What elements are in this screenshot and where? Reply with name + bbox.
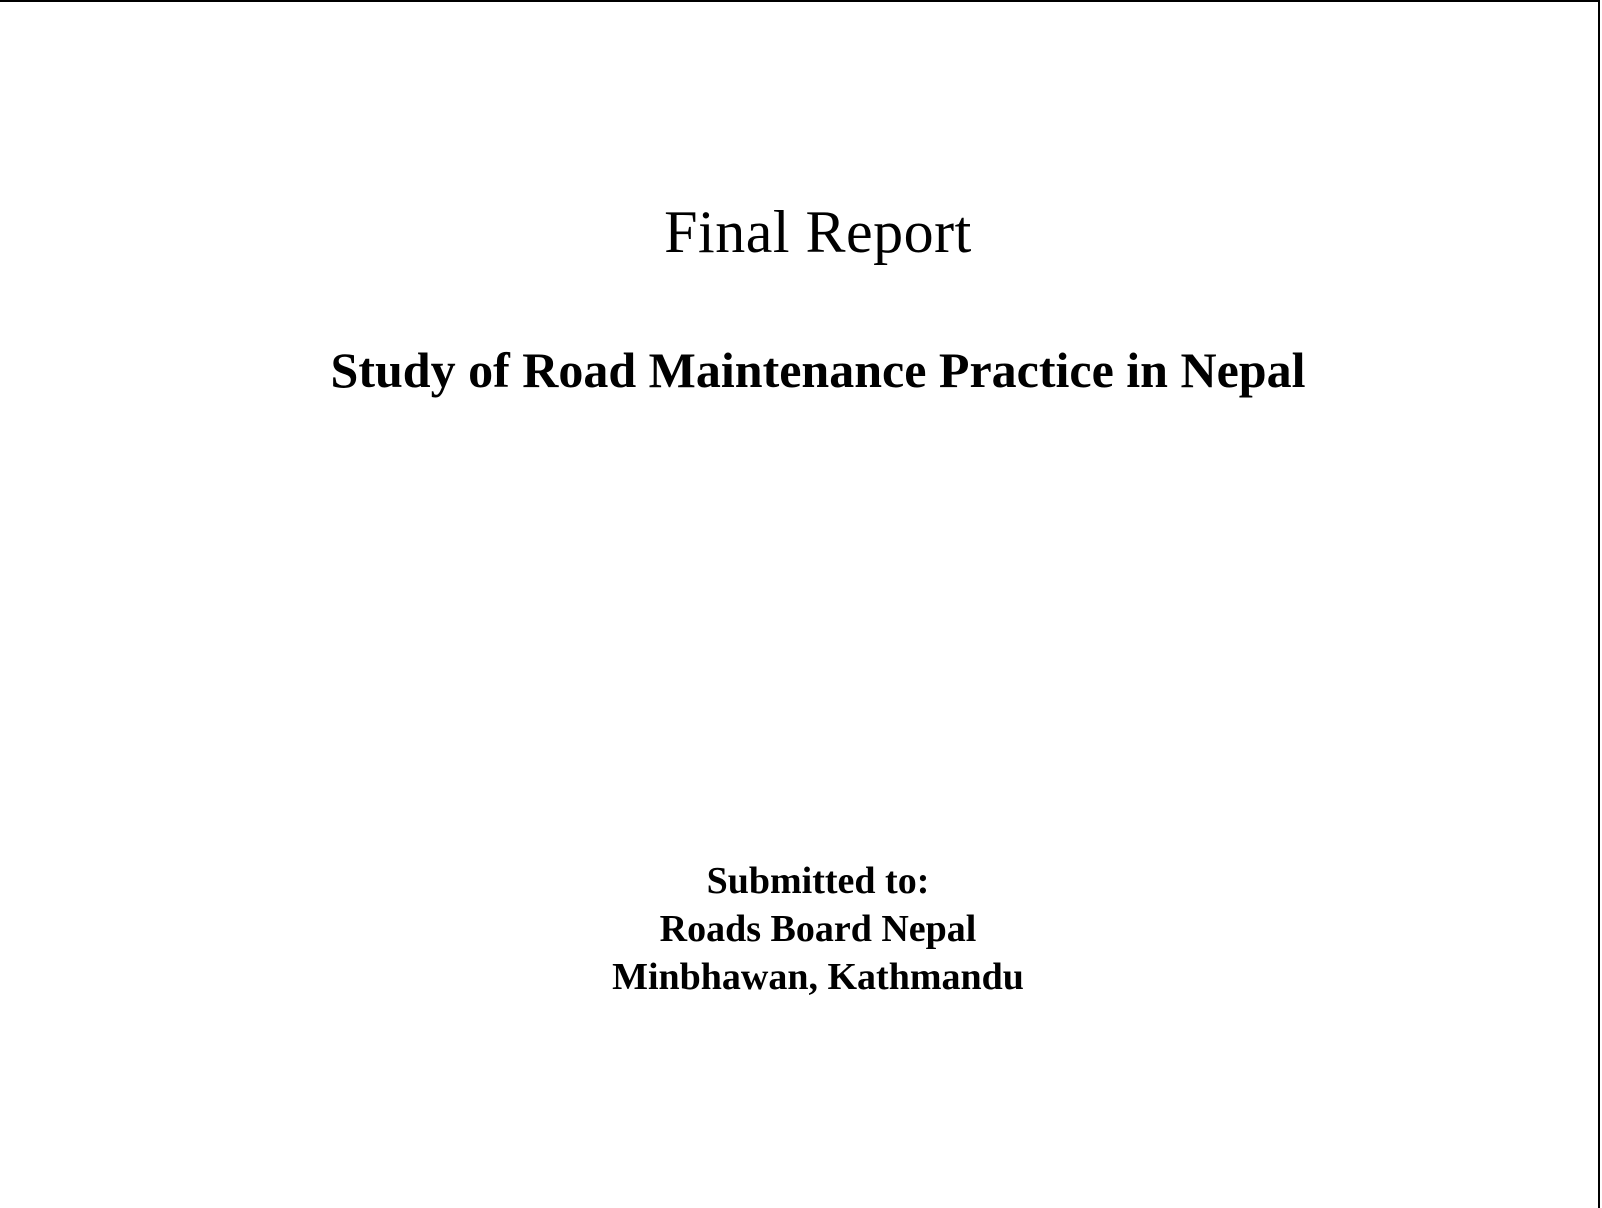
report-subtitle: Study of Road Maintenance Practice in Nepal bbox=[330, 342, 1306, 398]
recipient-address: Minbhawan, Kathmandu bbox=[612, 956, 1024, 998]
submitted-to-label: Submitted to: bbox=[706, 860, 930, 902]
recipient-organization: Roads Board Nepal bbox=[659, 908, 977, 950]
submission-block bbox=[0, 857, 1602, 1001]
report-title: Final Report bbox=[664, 199, 972, 265]
